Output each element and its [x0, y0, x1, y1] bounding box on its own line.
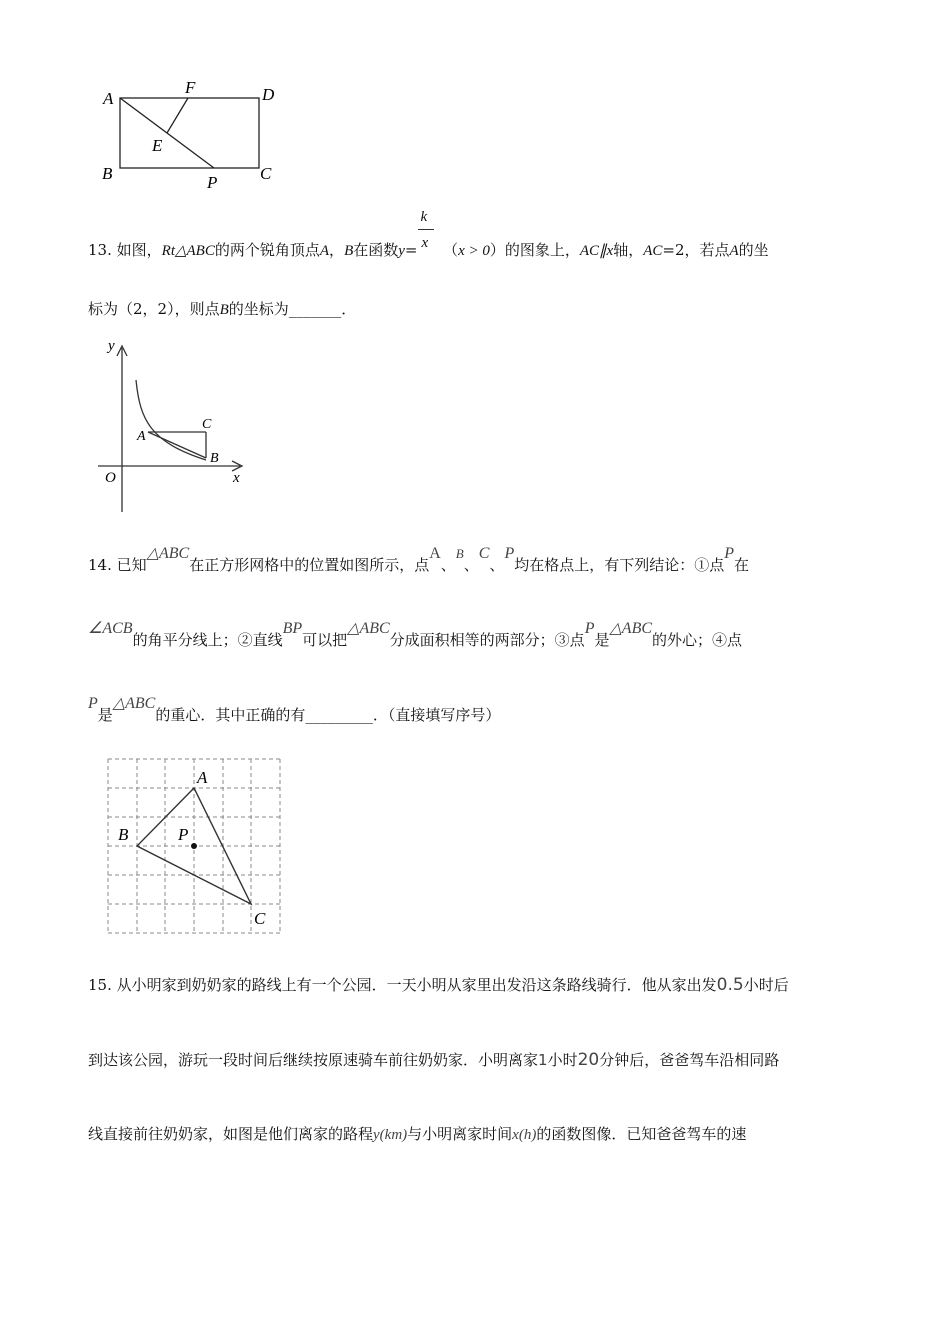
- label-c: C: [260, 164, 272, 183]
- question-number: 15.: [88, 976, 112, 994]
- fraction-k-over-x: $\frac{k}{x}$: [418, 235, 434, 255]
- question-14-line-2: ∠ACB的角平分线上；②直线BP可以把△ABC分成面积相等的两部分；③点P是△ABC的外心；④点: [88, 620, 743, 649]
- label-y: y: [108, 338, 115, 354]
- label-a: A: [137, 429, 146, 444]
- question-number: 13.: [88, 241, 112, 259]
- label-f: F: [185, 78, 196, 97]
- rectangle-abcd: [120, 98, 259, 168]
- label-e: E: [152, 136, 163, 155]
- question-14-line-3: P是△ABC的重心．其中正确的有_________．（直接填写序号）: [88, 695, 501, 724]
- hyperbola-curve: [136, 380, 206, 460]
- grid-triangle-figure: [100, 752, 290, 942]
- label-p: P: [178, 825, 189, 844]
- label-c: C: [202, 417, 212, 432]
- hyperbola-figure: [95, 335, 255, 520]
- label-b: B: [118, 825, 129, 844]
- label-c: C: [254, 909, 266, 928]
- label-o: O: [105, 470, 116, 486]
- question-13-line-1: 13. 如图，Rt△ABC的两个锐角顶点A，B在函数y= $\frac{k}{x}$ （x > 0）的图象上，AC∥x轴，AC=2，若点A的坐: [88, 209, 769, 259]
- point-p: [191, 843, 197, 849]
- question-15-line-2: 到达该公园，游玩一段时间后继续按原速骑车前往奶奶家．小明离家1小时20分钟后，爸爸驾车沿相同路: [88, 1050, 780, 1070]
- label-d: D: [262, 85, 275, 104]
- rectangle-figure: [95, 75, 285, 195]
- question-15-line-1: 15. 从小明家到奶奶家的路线上有一个公园．一天小明从家里出发沿这条路线骑行．他从家出发0.5小时后: [88, 975, 789, 995]
- label-a: A: [197, 768, 208, 787]
- question-13-line-2: 标为（2，2），则点B的坐标为_______．: [88, 300, 357, 318]
- question-14-line-1: 14. 已知△ABC在正方形网格中的位置如图所示，点A、B、C、P均在格点上，有下列结论：①点P在: [88, 545, 750, 574]
- question-number: 14.: [88, 556, 112, 574]
- label-p: P: [207, 173, 218, 192]
- label-b: B: [102, 164, 113, 183]
- label-b: B: [210, 451, 219, 466]
- question-15-line-3: 线直接前往奶奶家，如图是他们离家的路程y(km)与小明离家时间x(h)的函数图像．已知爸爸驾车的速: [88, 1125, 747, 1143]
- label-a: A: [103, 89, 114, 108]
- segment-fe: [167, 98, 188, 133]
- label-x: x: [233, 470, 240, 486]
